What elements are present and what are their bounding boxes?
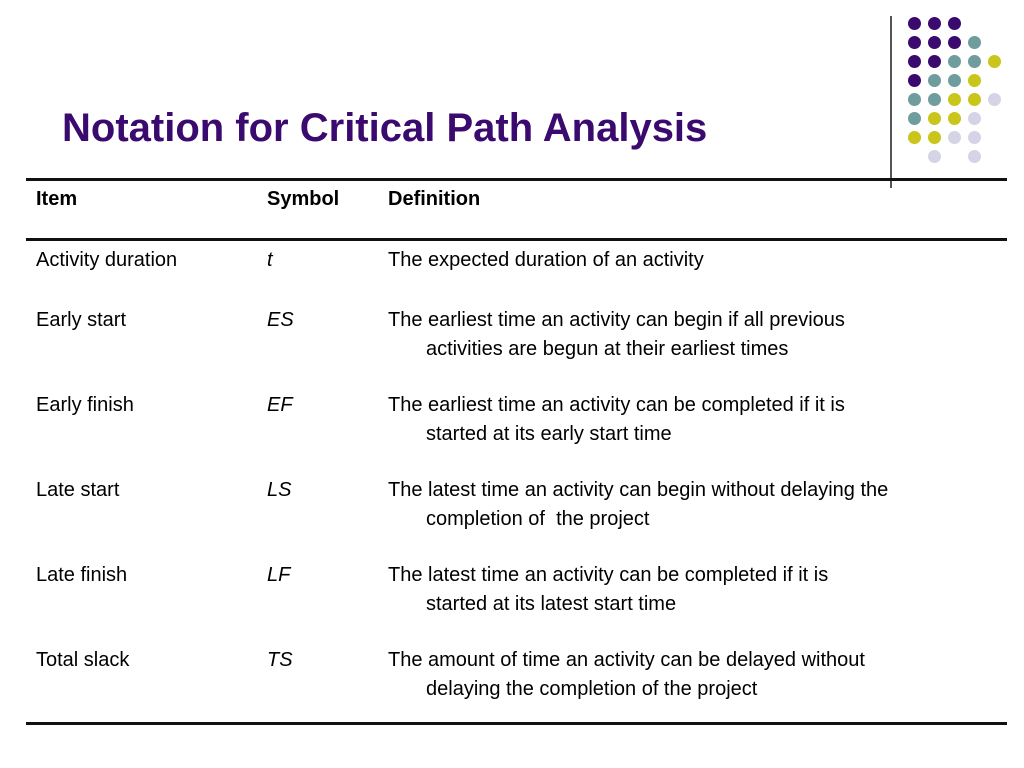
dot xyxy=(948,93,961,106)
dot xyxy=(908,17,921,30)
dot xyxy=(968,55,981,68)
dot xyxy=(928,17,941,30)
dot xyxy=(948,55,961,68)
row-definition xyxy=(388,646,865,704)
dot xyxy=(968,36,981,49)
row-definition xyxy=(388,391,845,449)
slide-title: Notation for Critical Path Analysis xyxy=(62,106,708,150)
definition-line: The earliest time an activity can be completed if it is xyxy=(388,394,845,416)
definition-continuation: started at its early start time xyxy=(426,423,672,445)
definition-line: The earliest time an activity can begin if all previous xyxy=(388,309,845,331)
definition-line: The latest time an activity can be completed if it is xyxy=(388,564,829,586)
decorative-divider xyxy=(890,16,892,188)
dot xyxy=(968,131,981,144)
dot xyxy=(948,36,961,49)
dot xyxy=(948,112,961,125)
dot xyxy=(928,36,941,49)
row-definition xyxy=(388,246,704,275)
dot xyxy=(968,112,981,125)
dot xyxy=(928,55,941,68)
table-top-rule xyxy=(26,178,1007,181)
row-item: Total slack xyxy=(36,649,130,671)
dot xyxy=(988,55,1001,68)
row-symbol: EF xyxy=(267,394,293,416)
dot xyxy=(988,93,1001,106)
decorative-dot-grid xyxy=(908,14,1012,164)
row-symbol: t xyxy=(267,249,273,271)
dot xyxy=(948,74,961,87)
dot xyxy=(908,112,921,125)
row-definition xyxy=(388,561,828,619)
dot xyxy=(928,131,941,144)
dot xyxy=(928,93,941,106)
row-symbol: TS xyxy=(267,649,293,671)
dot xyxy=(908,55,921,68)
row-item: Early start xyxy=(36,309,127,331)
dot xyxy=(948,131,961,144)
definition-line: The amount of time an activity can be delayed without xyxy=(388,649,865,671)
dot xyxy=(928,74,941,87)
definition-continuation: completion of the project xyxy=(426,508,650,530)
definition-continuation: delaying the completion of the project xyxy=(426,678,758,700)
table-bottom-rule xyxy=(26,722,1007,725)
dot xyxy=(908,74,921,87)
row-item: Late start xyxy=(36,479,120,501)
dot xyxy=(908,93,921,106)
row-item: Late finish xyxy=(36,564,128,586)
row-symbol: LS xyxy=(267,479,292,501)
dot xyxy=(948,17,961,30)
row-definition xyxy=(388,306,845,364)
row-symbol: ES xyxy=(267,309,294,331)
header-item: Item xyxy=(36,188,78,210)
dot xyxy=(968,93,981,106)
definition-continuation: started at its latest start time xyxy=(426,593,677,615)
dot xyxy=(928,150,941,163)
row-definition xyxy=(388,476,888,534)
row-symbol: LF xyxy=(267,564,291,586)
header-symbol: Symbol xyxy=(267,188,340,210)
definition-line: The expected duration of an activity xyxy=(388,249,704,271)
table-header-rule xyxy=(26,238,1007,241)
dot xyxy=(928,112,941,125)
row-item: Activity duration xyxy=(36,249,178,271)
definition-continuation: activities are begun at their earliest times xyxy=(426,338,789,360)
dot xyxy=(968,150,981,163)
dot xyxy=(908,36,921,49)
dot xyxy=(908,131,921,144)
header-definition: Definition xyxy=(388,188,481,210)
row-item: Early finish xyxy=(36,394,134,416)
definition-line: The latest time an activity can begin without delaying the xyxy=(388,479,889,501)
dot xyxy=(968,74,981,87)
